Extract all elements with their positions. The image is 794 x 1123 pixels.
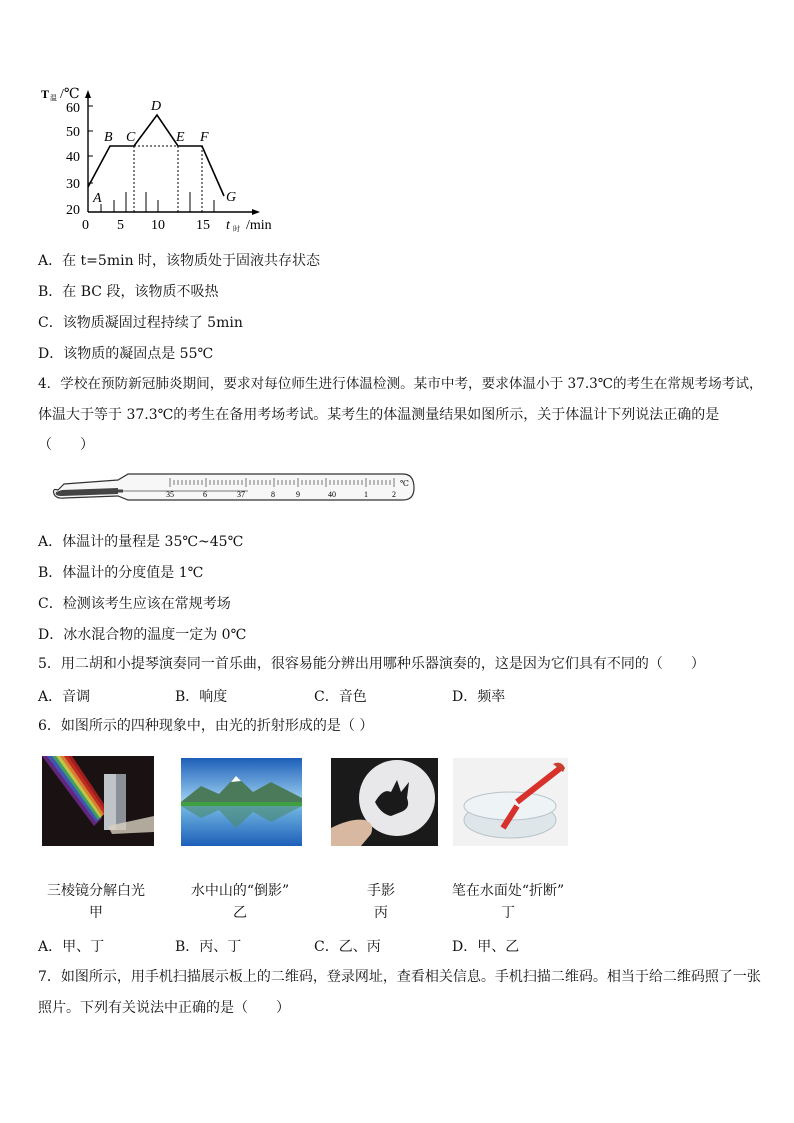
thermometer-label: 6 — [203, 490, 207, 499]
thermometer-label: 1 — [364, 490, 368, 499]
point-label-a: A — [93, 191, 102, 206]
q5-stem: 5．用二胡和小提琴演奏同一首乐曲，很容易能分辨出用哪种乐器演奏的，这是因为它们具有不同的（ ） — [38, 656, 705, 672]
caption-label: 丁 — [501, 905, 515, 921]
q3-option-c: C．该物质凝固过程持续了 5min — [38, 315, 243, 331]
q6-caption-jia — [38, 880, 154, 924]
q6-option-d: D．甲、乙 — [452, 939, 520, 955]
point-label-g: G — [226, 190, 237, 205]
q7-stem-line1: 7．如图所示，用手机扫描展示板上的二维码，登录网址，查看相关信息。手机扫描二维码。相当于给二维码照了一张 — [38, 969, 761, 985]
q4-option-a: A．体温计的量程是 35℃~45℃ — [38, 534, 244, 550]
y-tick: 40 — [66, 150, 80, 165]
y-axis-label-sub: 温 — [50, 94, 57, 102]
q4-stem-line1: 4．学校在预防新冠肺炎期间，要求对每位师生进行体温检测。某市中考，要求体温小于 37.3℃的考生在常规考场考试， — [38, 376, 763, 392]
q5-option-b: B．响度 — [175, 689, 228, 705]
q4-option-b: B．体温计的分度值是 1℃ — [38, 565, 204, 581]
x-axis-label: t — [226, 218, 230, 233]
y-tick: 20 — [66, 203, 80, 218]
y-axis-label: T — [41, 87, 50, 101]
caption-label: 甲 — [89, 905, 103, 921]
caption-text: 水中山的“倒影” — [190, 883, 290, 899]
caption-text: 笔在水面处“折断” — [451, 883, 565, 899]
q6-caption-ding — [446, 880, 570, 924]
temperature-time-graph — [38, 84, 298, 234]
thermometer-label: 9 — [296, 490, 300, 499]
y-axis-unit: /℃ — [60, 87, 80, 102]
y-tick: 50 — [66, 125, 80, 140]
point-label-f: F — [200, 130, 209, 145]
prism-dispersion-image — [42, 756, 154, 846]
y-tick: 60 — [66, 101, 80, 116]
point-label-e: E — [176, 130, 185, 145]
q5-option-d: D．频率 — [452, 689, 506, 705]
q4-option-c: C．检测该考生应该在常规考场 — [38, 596, 231, 612]
thermometer-label: 8 — [271, 490, 275, 499]
x-axis-label-sub: 时 — [233, 225, 240, 233]
thermometer-label: 2 — [392, 490, 396, 499]
y-tick: 30 — [66, 177, 80, 192]
q5-option-a: A．音调 — [38, 689, 91, 705]
x-tick: 10 — [151, 218, 165, 233]
q3-option-d: D．该物质的凝固点是 55℃ — [38, 346, 214, 362]
q6-option-c: C．乙、丙 — [314, 939, 381, 955]
caption-label: 丙 — [374, 905, 388, 921]
point-label-c: C — [126, 130, 136, 145]
q4-stem-line3: （ ） — [38, 437, 94, 453]
clinical-thermometer — [48, 466, 418, 506]
thermometer-label: 35 — [166, 490, 174, 499]
x-axis-unit: /min — [246, 218, 272, 233]
point-label-d: D — [151, 99, 162, 114]
x-tick: 0 — [82, 218, 89, 233]
q6-stem: 6．如图所示的四种现象中，由光的折射形成的是（ ） — [38, 718, 374, 734]
thermometer-label: 40 — [328, 490, 336, 499]
q3-option-a: A．在 t=5min 时，该物质处于固液共存状态 — [38, 253, 321, 269]
q6-caption-yi — [182, 880, 298, 924]
q6-option-b: B．丙、丁 — [175, 939, 242, 955]
x-tick: 5 — [117, 218, 124, 233]
point-label-b: B — [104, 130, 113, 145]
pencil-in-water-image — [453, 758, 568, 846]
q5-option-c: C．音色 — [314, 689, 367, 705]
mountain-reflection-image — [181, 758, 302, 846]
q3-option-b: B．在 BC 段，该物质不吸热 — [38, 284, 219, 300]
caption-text: 三棱镜分解白光 — [47, 883, 145, 899]
hand-shadow-image — [331, 758, 438, 846]
caption-text: 手影 — [367, 883, 395, 899]
thermometer-label: 37 — [237, 490, 245, 499]
q4-option-d: D．冰水混合物的温度一定为 0℃ — [38, 627, 247, 643]
q6-option-a: A．甲、丁 — [38, 939, 105, 955]
caption-label: 乙 — [233, 905, 247, 921]
q7-stem-line2: 照片。下列有关说法中正确的是（ ） — [38, 1000, 290, 1016]
q6-caption-bing — [336, 880, 426, 924]
thermometer-unit: ℃ — [400, 479, 409, 488]
x-tick: 15 — [196, 218, 210, 233]
q4-stem-line2: 体温大于等于 37.3℃的考生在备用考场考试。某考生的体温测量结果如图所示，关于体温计下列说法正确的是 — [38, 407, 720, 423]
temperature-curve — [88, 115, 224, 196]
